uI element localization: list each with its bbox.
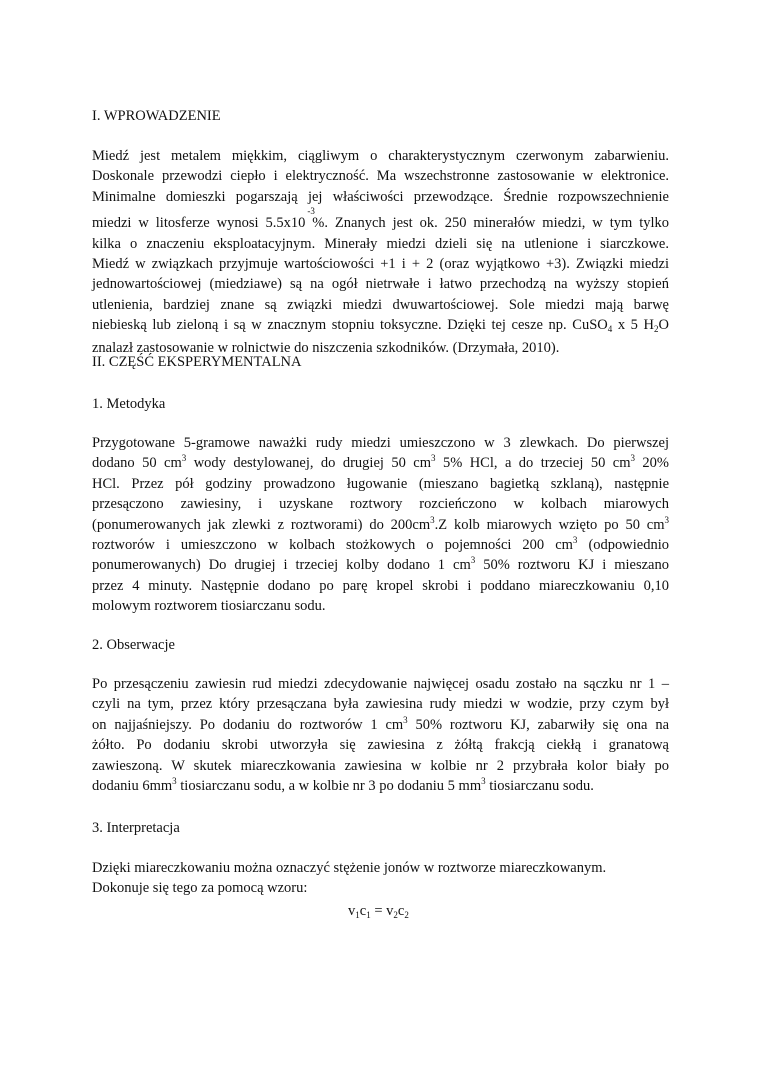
text-fragment: wody destylowanej, do drugiej 50 cm [186,455,432,472]
subsection-heading-observations: 2. Obserwacje [92,637,175,653]
text-line [92,535,669,555]
text-fragment: on najjaśniejszy. Po dodaniu do roztworów 1 cm [92,716,404,733]
superscript: 3 [403,714,408,725]
text-line: Po przesączeniu zawiesin rud miedzi zdecydowanie najwięcej osadu zostało na sączku nr 1 – [92,676,669,692]
formula-equals: = [370,903,387,919]
text-fragment: %. Znanych jest ok. 250 minerałów miedzi, w tym tylko [305,215,670,232]
observations-paragraph [92,674,669,796]
text-line: Dzięki miareczkowaniu można oznaczyć stężenie jonów w roztworze miareczkowanym. [92,860,607,876]
superscript: 3 [181,453,187,464]
text-line: przez 4 minuty. Następnie dodano po parę kropel skrobi i poddano miareczkowaniu 0,10 [92,577,669,594]
subscript: 4 [607,324,613,335]
subscript: 2 [404,910,409,920]
text-line: przesączono zawiesiny, i uzyskane roztwory rozcieńczono w kolbach miarowych [92,496,669,513]
superscript: 3 [481,775,486,786]
subsection-heading-methodology: 1. Metodyka [92,396,166,412]
text-line [92,555,669,575]
text-fragment: 5% HCl, a do trzeciej 50 cm [435,455,631,472]
text-fragment: dodaniu 6mm [92,777,173,794]
text-fragment: 50% roztworu KJ, zabarwiły się ona na [407,716,669,733]
text-line: czyli na tym, przez który przesączana była zawiesina rudy miedzi w wodzie, przy czym był [92,696,669,713]
superscript: 3 [664,514,669,525]
text-line: znalazł zastosowanie w rolnictwie do niszczenia szkodników. (Drzymała, 2010). [92,339,560,356]
text-fragment: 50% roztworu KJ i mieszano [475,557,669,574]
text-fragment: tiosiarczanu sodu. [485,777,594,794]
formula-symbol: v [348,903,356,919]
subscript: 2 [654,324,659,335]
text-fragment: 20% [634,455,669,472]
text-line: molowym roztworem tiosiarczanu sodu. [92,598,326,615]
interpretation-paragraph [92,858,669,899]
methodology-paragraph [92,433,669,617]
superscript: 3 [431,453,436,464]
text-line: kilka o znaczeniu eksploatacyjnym. Minerały miedzi dzieli się na utlenione i siarczkowe. [92,235,669,252]
text-line [92,315,669,335]
text-fragment: (ponumerowanych jak zlewki z roztworami) do 200cm [92,516,431,533]
superscript: 3 [470,555,476,566]
text-line: Doskonale przewodzi ciepło i elektryczność. Ma wszechstronne zastosowanie w elektronice. [92,168,669,185]
superscript: 3 [172,775,177,786]
section-heading-intro: I. WPROWADZENIE [92,108,221,124]
subscript: 1 [366,910,371,920]
formula-symbol: v [386,903,394,919]
text-line: jednowartościowej (miedziawe) są na ogół nietrwałe i łatwo przechodzą na wyższy stopień [92,276,669,293]
text-line: utlenienia, bardziej znane są związki miedzi dwuwartościowej. Sole miedzi mają barwę [92,296,669,313]
text-fragment: O [658,317,669,334]
text-fragment: dodano 50 cm [92,455,182,472]
text-line [92,715,669,735]
text-fragment: (odpowiednio [577,536,669,553]
superscript: 3 [630,453,635,464]
text-fragment: niebieską lub zieloną i są w znacznym stopniu toksyczne. Dzięki tej cesze np. CuSO [92,317,608,334]
text-line: żółto. Po dodaniu skrobi utworzyła się zawiesina z żółtą frakcją ciekłą i granatową [92,737,669,754]
text-line: HCl. Przez pół godziny prowadzono ługowanie (mieszano bagietką szklaną), następnie [92,475,669,492]
text-fragment: x 5 H [612,317,655,334]
text-fragment: .Z kolb miarowych wzięto po 50 cm [434,516,665,533]
text-line: Dokonuje się tego za pomocą wzoru: [92,880,308,897]
text-line [92,515,669,535]
text-fragment: tiosiarczanu sodu, a w kolbie nr 3 po dodaniu 5 mm [176,777,482,794]
text-fragment: roztworów i umieszczono w kolbach stożkowych o pojemności 200 cm [92,536,573,553]
text-line: Przygotowane 5-gramowe naważki rudy miedzi umieszczono w 3 zlewkach. Do pierwszej [92,435,669,451]
section-heading-experimental: II. CZĘŚĆ EKSPERYMENTALNA [92,354,302,370]
text-line: Miedź w związkach przyjmuje wartościowości +1 i + 2 (oraz wyjątkowo +3). Związki miedzi [92,255,669,272]
superscript: 3 [430,514,435,525]
intro-paragraph [92,146,669,358]
text-line: Minimalne domieszki pogarszają jej właściwości przewodzące. Średnie rozpowszechnienie [92,188,669,205]
text-fragment: miedzi w litosferze wynosi 5.5x10 [92,215,306,232]
formula-symbol: c [359,903,367,919]
text-line: miedzi w litosferze wynosi 5.5x10 -3 %. Znanych jest ok. 250 minerałów miedzi, w tym tylko [92,206,670,232]
text-line: Miedź jest metalem miękkim, ciągliwym o charakterystycznym czerwonym zabarwieniu. [92,148,669,164]
subscript: 1 [355,910,360,920]
text-fragment: ponumerowanych) Do drugiej i trzeciej kolby dodano 1 cm [92,557,471,574]
text-line [92,776,669,796]
formula-symbol: c [397,903,405,919]
subscript: 2 [393,910,398,920]
superscript: 3 [572,534,578,545]
subsection-heading-interpretation: 3. Interpretacja [92,820,180,836]
text-line: zawieszoną. W skutek miareczkowania zawiesina w kolbie nr 2 przybrała kolor biały po [92,757,669,774]
text-line [92,453,669,473]
titration-formula [348,903,409,920]
